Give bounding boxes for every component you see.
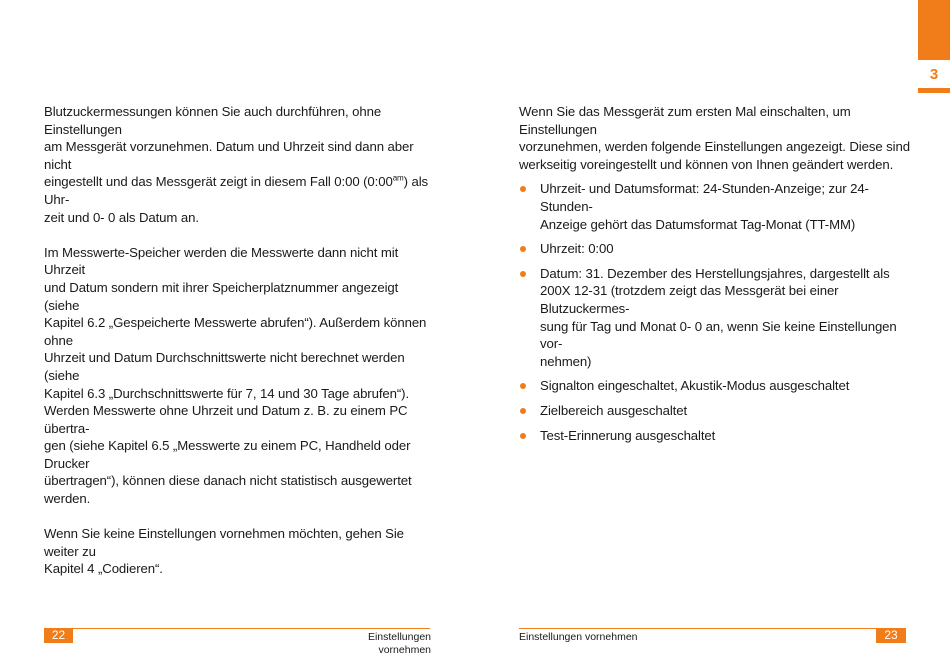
bullet-dot-icon [520, 408, 526, 414]
bullet-dot-icon [520, 186, 526, 192]
list-item-text: Signalton eingeschaltet, Akustik-Modus ausgeschaltet [540, 378, 850, 394]
paragraph-intro [44, 103, 434, 226]
footer-title-left: Einstellungen vornehmen [367, 631, 431, 656]
chapter-tab-bar [918, 0, 950, 60]
list-item [519, 240, 911, 258]
list-item-text: Test-Erinnerung ausgeschaltet [540, 427, 716, 443]
page-number-right: 23 [876, 628, 906, 643]
list-item-text: Uhrzeit: 0:00 [540, 241, 614, 257]
settings-intro: Wenn Sie das Messgerät zum ersten Mal einschalten, um Einstellungen vorzunehmen, werden folgende Einstellungen angezeigt. Diese sind werkseitig voreingestellt und können von Ihnen geändert werden. [519, 104, 910, 172]
list-item-text: Datum: 31. Dezember des Herstellungsjahres, dargestellt als 200X 12-31 (trotzdem zeigt das Messgerät bei einer Blutzuckermes- sung für Tag und Monat 0- 0 an, wenn Sie keine Einstellungen vor- nehmen) [540, 265, 897, 369]
list-item-text: Uhrzeit- und Datumsformat: 24-Stunden-Anzeige; zur 24-Stunden- Anzeige gehört das Datumsformat Tag-Monat (TT-MM) [540, 181, 869, 232]
paragraph-skip: Wenn Sie keine Einstellungen vornehmen möchten, gehen Sie weiter zu Kapitel 4 „Codieren“. [44, 526, 404, 577]
am-superscript: am [392, 173, 404, 183]
chapter-number: 3 [929, 66, 939, 83]
chapter-tab [918, 0, 950, 95]
footer-rule-left [44, 628, 430, 629]
list-item [519, 265, 911, 371]
chapter-number-box [918, 64, 950, 86]
bullet-dot-icon [520, 383, 526, 389]
list-item [519, 427, 911, 445]
bullet-dot-icon [520, 246, 526, 252]
left-page-body [44, 103, 434, 596]
bullet-dot-icon [520, 433, 526, 439]
default-settings-list [519, 180, 911, 444]
paragraph-intro-text: Blutzuckermessungen können Sie auch durchführen, ohne Einstellungen am Messgerät vorzunehmen. Datum und Uhrzeit sind dann aber nicht eingestellt und das Messgerät zeigt in diesem Fall 0:00 (0:00 [44, 104, 414, 190]
bullet-dot-icon [520, 271, 526, 277]
chapter-tab-underline [918, 88, 950, 93]
list-item-text: Zielbereich ausgeschaltet [540, 402, 688, 418]
page-number-left: 22 [44, 628, 73, 643]
footer-rule-right [519, 628, 906, 629]
right-page-body [519, 103, 911, 451]
list-item [519, 377, 911, 395]
paragraph-intro-text-end: ) als Uhr- zeit und 0- 0 als Datum an. [44, 174, 429, 225]
list-item [519, 402, 911, 420]
paragraph-storage: Im Messwerte-Speicher werden die Messwerte dann nicht mit Uhrzeit und Datum sondern mit ihrer Speicherplatznummer angezeigt (siehe Kapitel 6.2 „Gespeicherte Messwerte abrufen“). Außerdem können ohne Uhrzeit und Datum Durchschnittswerte nicht berechnet werden (siehe Kapitel 6.3 „Durchschnittswerte für 7, 14 und 30 Tage abrufen“). Werden Messwerte ohne Uhrzeit und Datum z. B. zu einem PC übertra- gen (siehe Kapitel 6.5 „Messwerte zu einem PC, Handheld oder Drucker übertragen“), können diese danach nicht statistisch ausgewertet werden. [44, 244, 427, 507]
list-item [519, 180, 911, 233]
footer-title-right: Einstellungen vornehmen [519, 631, 638, 643]
